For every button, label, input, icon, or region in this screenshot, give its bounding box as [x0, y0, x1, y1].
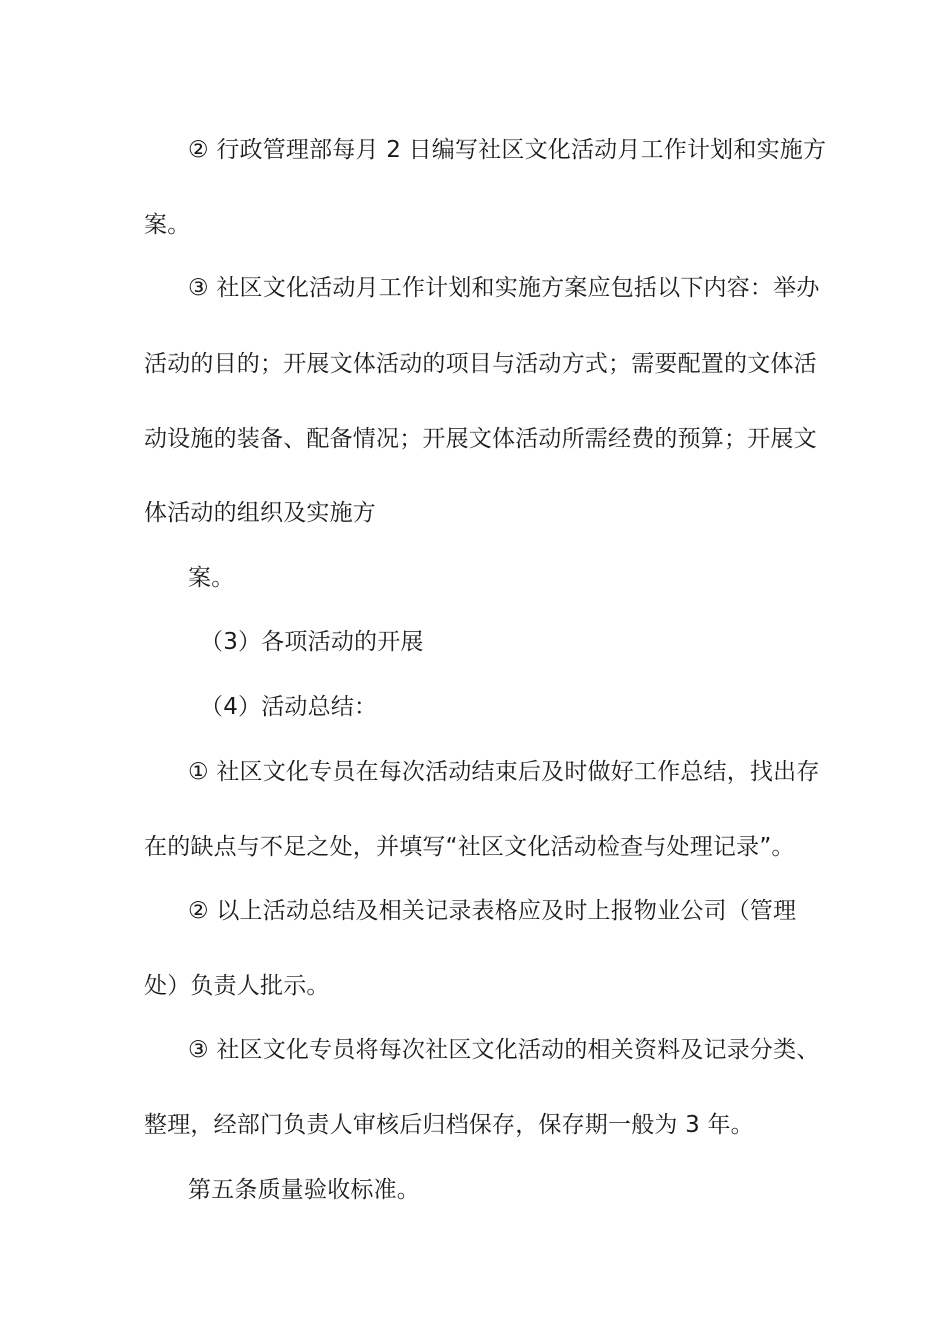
paragraph-line-12: ② 以上活动总结及相关记录表格应及时上报物业公司（管理 [188, 898, 797, 924]
paragraph-line-7: 案。 [188, 565, 235, 591]
article-heading: 第五条质量验收标准。 [188, 1177, 420, 1203]
section-heading-3: （3）各项活动的开展 [200, 629, 424, 655]
paragraph-line-10: ① 社区文化专员在每次活动结束后及时做好工作总结，找出存 [188, 759, 820, 785]
paragraph-line-2: 案。 [144, 212, 191, 238]
paragraph-line-3: ③ 社区文化活动月工作计划和实施方案应包括以下内容：举办 [188, 275, 820, 301]
paragraph-line-15: 整理，经部门负责人审核后归档保存，保存期一般为 3 年。 [144, 1112, 754, 1138]
paragraph-line-14: ③ 社区文化专员将每次社区文化活动的相关资料及记录分类、 [188, 1037, 820, 1063]
section-heading-4: （4）活动总结： [200, 694, 378, 720]
paragraph-line-13: 处）负责人批示。 [144, 973, 330, 999]
paragraph-line-6: 体活动的组织及实施方 [144, 500, 376, 526]
paragraph-line-11: 在的缺点与不足之处，并填写“社区文化活动检查与处理记录”。 [144, 834, 795, 860]
paragraph-line-1: ② 行政管理部每月 2 日编写社区文化活动月工作计划和实施方 [188, 137, 827, 163]
paragraph-line-5: 动设施的装备、配备情况；开展文体活动所需经费的预算；开展文 [144, 426, 817, 452]
paragraph-line-4: 活动的目的；开展文体活动的项目与活动方式；需要配置的文体活 [144, 351, 817, 377]
